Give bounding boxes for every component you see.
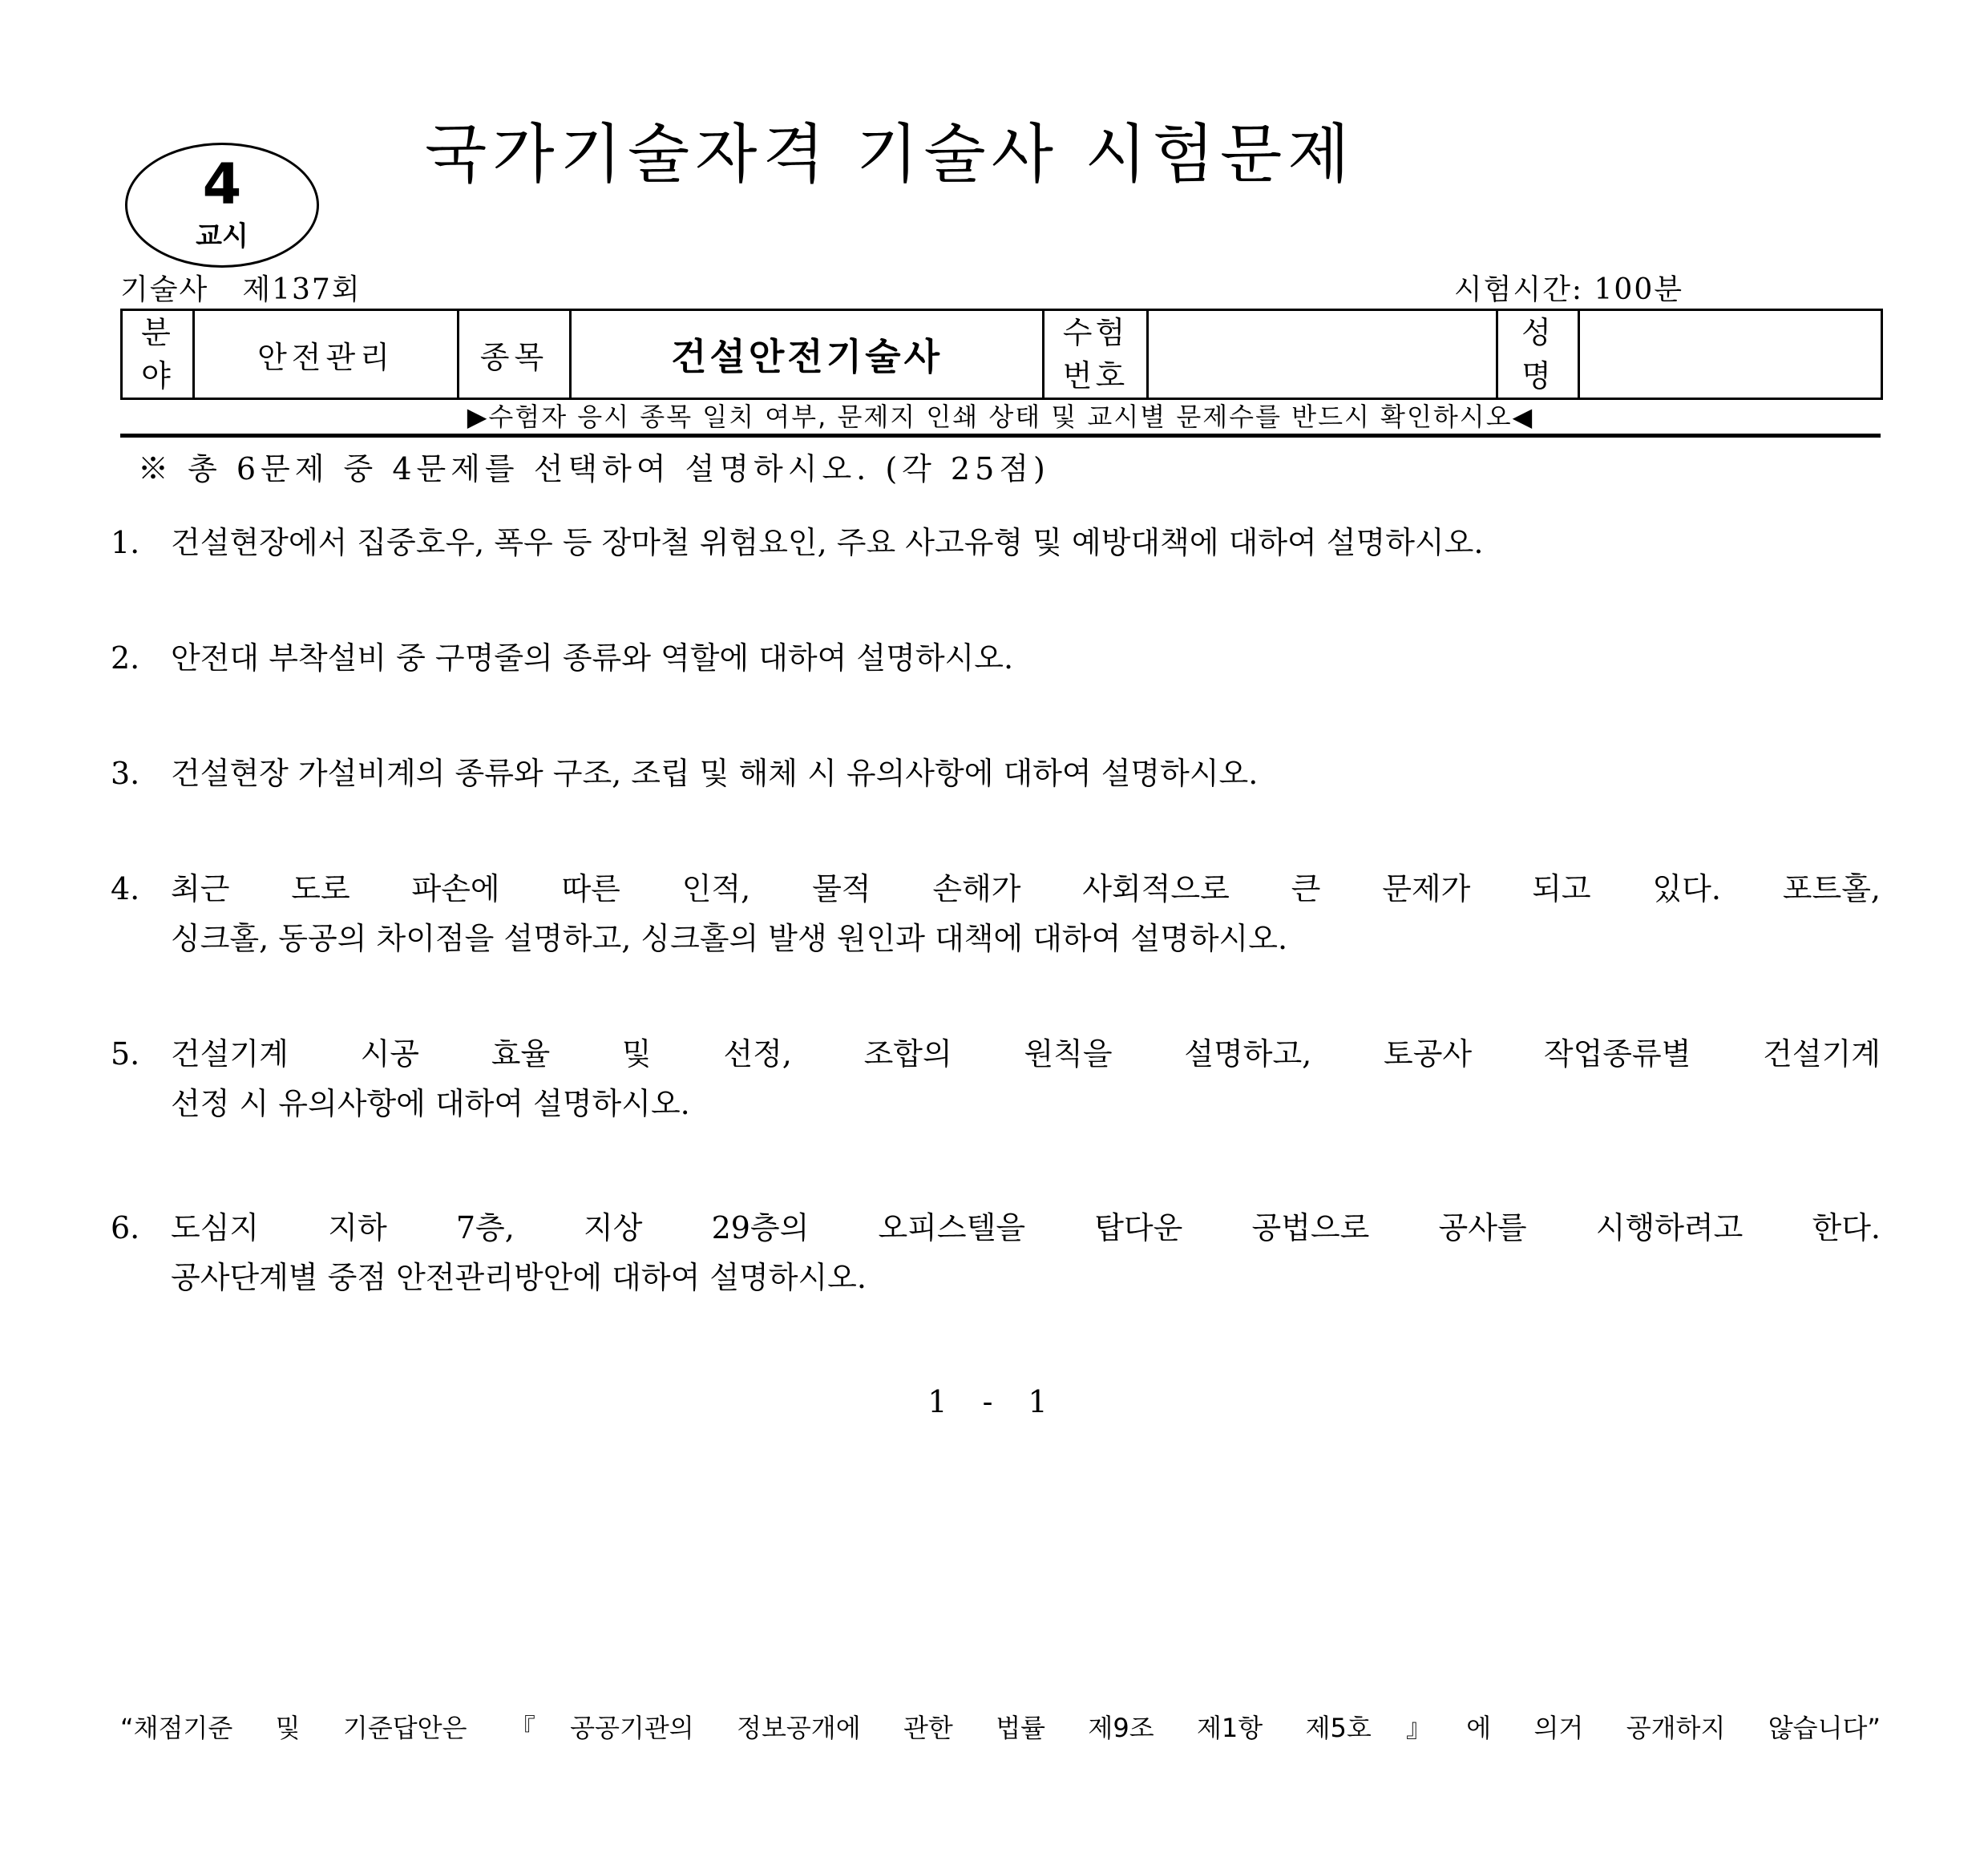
name-field[interactable] [1580, 311, 1881, 398]
name-label-bottom: 명 [1521, 358, 1554, 394]
question-3-text: 건설현장 가설비계의 종류와 구조, 조립 및 해체 시 유의사항에 대하여 설명하시오. [171, 756, 1259, 791]
subject-label: 종목 [459, 310, 571, 399]
question-5-text-line-2: 선정 시 유의사항에 대하여 설명하시오. [171, 1086, 690, 1121]
question-6-text-line-1: 도심지 지하 7층, 지상 29층의 오피스텔을 탑다운 공법으로 공사를 시행하려고 한다. [171, 1210, 1881, 1245]
exam-number-cell [1148, 310, 1497, 399]
subject-value: 건설안전기술사 [571, 310, 1044, 399]
exam-type: 기술사 [120, 273, 209, 306]
field-label-top: 분 [141, 315, 174, 350]
question-5-number: 5. [111, 1036, 140, 1072]
name-cell [1579, 310, 1882, 399]
question-4-text-line-1: 최근 도로 파손에 따른 인적, 물적 손해가 사회적으로 큰 문제가 되고 있다. 포트홀, [171, 871, 1881, 906]
exam-number-label-top: 수험 [1062, 315, 1129, 350]
question-1-text: 건설현장에서 집중호우, 폭우 등 장마철 위험요인, 주요 사고유형 및 예방대책에 대하여 설명하시오. [171, 525, 1484, 560]
question-6-number: 6. [111, 1210, 140, 1245]
name-label-top: 성 [1521, 315, 1554, 350]
page-title: 국가기술자격 기술사 시험문제 [425, 117, 1356, 192]
period-label: 교시 [196, 220, 248, 252]
question-3-number: 3. [111, 756, 140, 791]
page-number: 1 - 1 [927, 1384, 1061, 1419]
field-label-cell [122, 310, 194, 399]
field-value: 안전관리 [194, 310, 459, 399]
question-2-number: 2. [111, 640, 140, 676]
exam-info-table [120, 309, 1883, 400]
period-badge [125, 143, 319, 268]
field-label-bottom: 야 [141, 358, 174, 394]
header-divider [120, 434, 1881, 438]
question-5-text-line-1: 건설기계 시공 효율 및 선정, 조합의 원칙을 설명하고, 토공사 작업종류별 건설기계 [171, 1036, 1881, 1072]
check-notice: ▶수험자 응시 종목 일치 여부, 문제지 인쇄 상태 및 교시별 문제수를 반드시 확인하시오◀ [467, 402, 1534, 432]
instruction: ※ 총 6문제 중 4문제를 선택하여 설명하시오. (각 25점) [138, 451, 1050, 486]
disclosure-footer: “채점기준 및 기준답안은 『공공기관의 정보공개에 관한 법률 제9조 제1항 제5호』에 의거 공개하지 않습니다” [120, 1713, 1881, 1743]
exam-meta [120, 272, 395, 308]
question-2-text: 안전대 부착설비 중 구명줄의 종류와 역할에 대하여 설명하시오. [171, 640, 1014, 676]
exam-number-label-bottom: 번호 [1062, 358, 1129, 394]
question-4-text-line-2: 싱크홀, 동공의 차이점을 설명하고, 싱크홀의 발생 원인과 대책에 대하여 설명하시오. [171, 921, 1288, 956]
name-label-cell [1497, 310, 1579, 399]
question-6-text-line-2: 공사단계별 중점 안전관리방안에 대하여 설명하시오. [171, 1260, 867, 1295]
exam-number-field[interactable] [1149, 311, 1496, 398]
exam-round: 제137회 [242, 273, 362, 306]
question-1-number: 1. [111, 525, 140, 560]
exam-time: 시험시간: 100분 [1453, 273, 1683, 306]
period-number: 4 [202, 151, 242, 217]
question-4-number: 4. [111, 871, 140, 906]
exam-number-label-cell [1044, 310, 1148, 399]
